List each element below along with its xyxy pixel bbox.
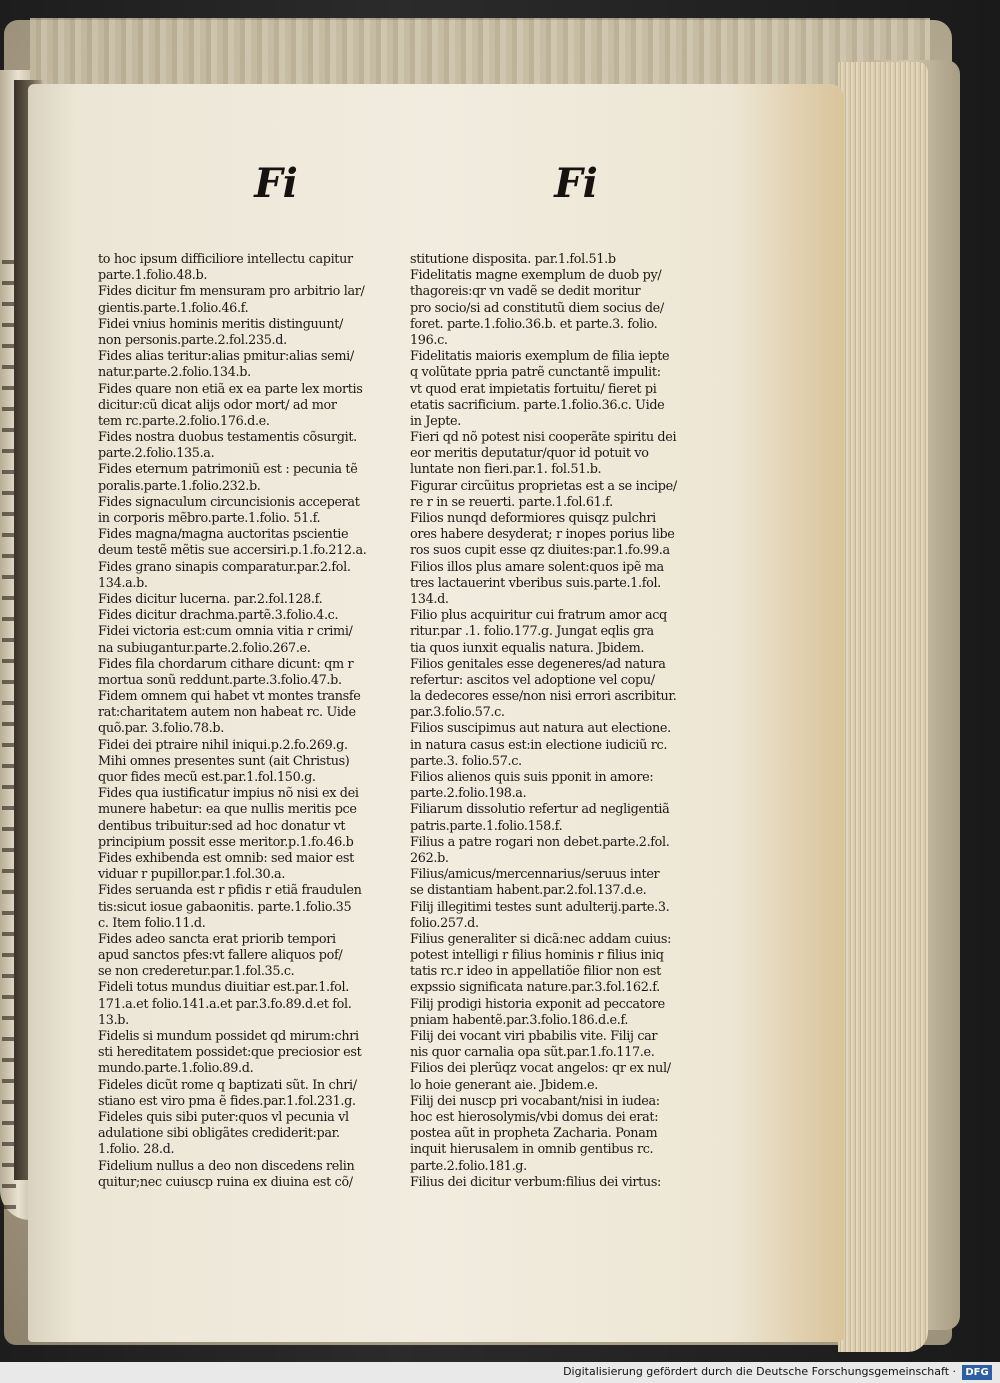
text-line: quor fides mecũ est.par.1.fol.150.g. — [98, 770, 316, 785]
text-line: etatis sacrificium. parte.1.folio.36.c. Uide — [410, 397, 665, 413]
text-line: na subiugantur.parte.2.folio.267.e. — [98, 640, 311, 656]
text-line: Fides nostra duobus testamentis cõsurgit. — [98, 430, 357, 446]
text-line: munere habetur: ea que nullis meritis pce — [98, 802, 357, 818]
text-line: potest intelligi r filius hominis r filius iniq — [410, 948, 664, 964]
text-line: Fides dicitur lucerna. par.2.fol.128.f. — [98, 591, 323, 607]
text-line: Fidelium nullus a deo non discedens relin — [98, 1158, 355, 1174]
text-line: Filius/amicus/mercennarius/seruus inter — [410, 867, 660, 883]
text-line: 262.b. — [410, 850, 449, 866]
text-line: parte.1.folio.48.b. — [98, 268, 208, 284]
text-line: lo hoie generant aie. Jbidem.e. — [410, 1077, 598, 1093]
text-line: dentibus tribuitur:sed ad hoc donatur vt — [98, 818, 346, 834]
text-line: re r in se reuerti. parte.1.fol.61.f. — [410, 494, 613, 510]
footer-bar — [0, 1362, 1000, 1383]
text-line: Fideles dicũt rome q baptizati sũt. In chri/ — [98, 1077, 357, 1093]
text-line: vt quod erat impietatis fortuitu/ fieret pi — [410, 381, 657, 397]
text-line: parte.2.folio.198.a. — [410, 786, 527, 802]
text-line: Filij prodigi historia exponit ad peccatore — [410, 996, 665, 1012]
text-line: pniam habentẽ.par.3.folio.186.d.e.f. — [410, 1012, 629, 1028]
text-line: Fidei victoria est:cum omnia vitia r crimi/ — [98, 624, 353, 640]
text-line: Fides grano sinapis comparatur.par.2.fol. — [98, 559, 351, 575]
text-line: stiano est viro pma ẽ fides.par.1.fol.231.g. — [98, 1093, 356, 1109]
left-column — [98, 252, 398, 1191]
text-line: in Jepte. — [410, 413, 461, 429]
text-line: mortua sonũ reddunt.parte.3.folio.47.b. — [98, 672, 342, 688]
text-line: patris.parte.1.folio.158.f. — [410, 818, 563, 834]
text-line: Fidei dei ptraire nihil iniqui.p.2.fo.269.g. — [98, 737, 348, 753]
text-line: 134.a.b. — [98, 575, 148, 591]
text-line: non personis.parte.2.fol.235.d. — [98, 332, 287, 348]
text-line: Filio plus acquiritur cui fratrum amor acq — [410, 608, 667, 624]
text-line: natur.parte.2.folio.134.b. — [98, 365, 251, 381]
page-stain — [724, 84, 844, 1342]
text-line: viduar r pupillor.par.1.fol.30.a. — [98, 867, 286, 883]
text-line: Fides exhibenda est omnib: sed maior est — [98, 850, 354, 866]
text-line: Figurar circũitus proprietas est a se incipe/ — [410, 478, 677, 494]
text-line: pro socio/si ad constitutũ diem socius de/ — [410, 300, 664, 316]
text-line: tres lactauerint vberibus suis.parte.1.fol. — [410, 575, 661, 591]
text-line: tia quos iunxit equalis natura. Jbidem. — [410, 640, 645, 656]
text-line: mundo.parte.1.folio.89.d. — [98, 1061, 254, 1077]
text-line: in corporis mẽbro.parte.1.folio. 51.f. — [98, 511, 321, 526]
text-line: dicitur:cũ dicat alijs odor mort/ ad mor — [98, 397, 337, 413]
text-line: parte.3. folio.57.c. — [410, 753, 522, 769]
text-line: Filius a patre rogari non debet.parte.2.fol. — [410, 834, 670, 850]
text-line: Fides dicitur drachma.partẽ.3.folio.4.c. — [98, 608, 339, 624]
text-line: Fides seruanda est r pfidis r etiã fraudulen — [98, 883, 362, 899]
text-line: quõ.par. 3.folio.78.b. — [98, 721, 224, 737]
text-line: Fidelis si mundum possidet qd mirum:chri — [98, 1029, 359, 1044]
text-line: Filios genitales esse degeneres/ad natura — [410, 656, 666, 672]
text-line: tem rc.parte.2.folio.176.d.e. — [98, 413, 270, 429]
text-line: Filius generaliter si dicã:nec addam cuius: — [410, 931, 672, 947]
text-line: foret. parte.1.folio.36.b. et parte.3. folio. — [410, 316, 658, 332]
page-edges — [838, 62, 928, 1352]
text-line: nis quor carnalia opa sũt.par.1.fo.117.e. — [410, 1045, 655, 1061]
cover-top-edge — [30, 18, 930, 90]
text-line: 1.folio. 28.d. — [98, 1142, 175, 1158]
text-line: Fides alias teritur:alias pmitur:alias semi/ — [98, 349, 354, 365]
text-line: luntate non fieri.par.1. fol.51.b. — [410, 462, 602, 478]
text-line: deum testẽ mẽtis sue accersiri.p.1.fo.212.a. — [98, 543, 367, 559]
text-line: se non crederetur.par.1.fol.35.c. — [98, 964, 295, 980]
text-line: folio.257.d. — [410, 915, 479, 931]
text-line: gientis.parte.1.folio.46.f. — [98, 300, 249, 316]
text-line: tis:sicut iosue gabaonitis. parte.1.folio.35 — [98, 899, 352, 915]
text-line: ores habere desyderat; r inopes porius libe — [410, 527, 675, 543]
text-line: parte.2.folio.181.g. — [410, 1158, 527, 1174]
text-line: Filios nunqd deformiores quisqz pulchri — [410, 511, 656, 526]
text-line: stitutione disposita. par.1.fol.51.b — [410, 252, 616, 267]
text-line: expssio significata nature.par.3.fol.162.f. — [410, 980, 660, 996]
running-head-left: Fi — [254, 160, 298, 207]
text-line: eor meritis deputatur/quor id potuit vo — [410, 446, 649, 462]
text-line: postea aũt in propheta Zacharia. Ponam — [410, 1126, 658, 1142]
text-line: 134.d. — [410, 591, 449, 607]
text-line: Fidei vnius hominis meritis distinguunt/ — [98, 316, 343, 332]
text-line: Fides quare non etiã ex ea parte lex mortis — [98, 381, 363, 397]
text-line: in natura casus est:in electione iudiciũ rc. — [410, 737, 668, 753]
text-line: 13.b. — [98, 1012, 129, 1028]
text-line: ros suos cupit esse qz diuites:par.1.fo.99.a — [410, 543, 670, 559]
text-line: refertur: ascitos vel adoptione vel copu/ — [410, 672, 655, 688]
text-line: Filios alienos quis suis pponit in amore: — [410, 770, 654, 785]
text-line: quitur;nec cuiuscp ruina ex diuina est cõ/ — [98, 1174, 353, 1190]
text-line: par.3.folio.57.c. — [410, 705, 505, 721]
text-line: Filiarum dissolutio refertur ad negligentiã — [410, 802, 670, 818]
text-line: tatis rc.r ideo in appellatiõe filior non est — [410, 964, 661, 980]
text-line: 171.a.et folio.141.a.et par.3.fo.89.d.et fol. — [98, 996, 352, 1012]
text-line: q volũtate ppria patrẽ cunctantẽ impulit: — [410, 365, 661, 381]
text-line: Fides adeo sancta erat priorib tempori — [98, 931, 336, 947]
text-line: sti hereditatem possidet:que preciosior est — [98, 1045, 362, 1061]
text-line: Filios dei plerũqz vocat angelos: qr ex nul/ — [410, 1061, 671, 1077]
text-line: parte.2.folio.135.a. — [98, 446, 215, 462]
text-line: poralis.parte.1.folio.232.b. — [98, 478, 261, 494]
text-line: Fidem omnem qui habet vt montes transfe — [98, 689, 361, 705]
text-line: Fidelitatis magne exemplum de duob py/ — [410, 268, 662, 284]
text-line: Fideles quis sibi puter:quos vl pecunia vl — [98, 1109, 349, 1125]
text-line: Fides eternum patrimoniũ est : pecunia tẽ — [98, 462, 358, 478]
text-line: Filios illos plus amare solent:quos ipẽ ma — [410, 559, 664, 575]
text-line: Filios suscipimus aut natura aut electione. — [410, 721, 671, 737]
text-line: Fides dicitur fm mensuram pro arbitrio lar/ — [98, 284, 365, 300]
text-line: 196.c. — [410, 332, 448, 348]
text-line: la dedecores esse/non nisi errori ascribitur. — [410, 689, 677, 705]
text-line: inquit hierusalem in omnib gentibus rc. — [410, 1142, 654, 1158]
text-line: Fideli totus mundus diuitiar est.par.1.fol. — [98, 980, 349, 996]
printed-page — [28, 84, 844, 1342]
text-line: ritur.par .1. folio.177.g. Jungat eqlis gra — [410, 624, 654, 640]
text-line: Fides magna/magna auctoritas pscientie — [98, 527, 349, 543]
text-line: apud sanctos pfes:vt fallere aliquos pof/ — [98, 948, 343, 964]
text-line: adulatione sibi obligãtes crediderit:par. — [98, 1126, 340, 1142]
right-column — [410, 252, 710, 1191]
text-line: rat:charitatem autem non habeat rc. Uide — [98, 705, 356, 721]
footer-credit: Digitalisierung gefördert durch die Deutsche Forschungsgemeinschaft · — [563, 1365, 956, 1378]
text-line: se distantiam habent.par.2.fol.137.d.e. — [410, 883, 647, 899]
text-line: Mihi omnes presentes sunt (ait Christus) — [98, 753, 350, 769]
text-line: hoc est hierosolymis/vbi domus dei erat: — [410, 1109, 659, 1125]
text-line: Fidelitatis maioris exemplum de filia iepte — [410, 349, 670, 365]
text-line: Fides fila chordarum cithare dicunt: qm r — [98, 656, 354, 672]
text-line: Filij dei nuscp pri vocabant/nisi in iudea: — [410, 1093, 660, 1109]
text-line: thagoreis:qr vn vadẽ se dedit moritur — [410, 284, 641, 300]
text-line: Filij dei vocant viri pbabilis vite. Filij car — [410, 1029, 658, 1044]
text-line: principium possit esse meritor.p.1.fo.46.b — [98, 834, 354, 850]
text-line: Filius dei dicitur verbum:filius dei virtus: — [410, 1174, 661, 1190]
running-head-right: Fi — [554, 160, 598, 207]
text-line: Fides signaculum circuncisionis acceperat — [98, 494, 360, 510]
dfg-logo: DFG — [962, 1365, 992, 1380]
text-line: Fieri qd nõ potest nisi cooperãte spiritu dei — [410, 430, 677, 446]
text-line: Filij illegitimi testes sunt adulterij.parte.3. — [410, 899, 670, 915]
text-line: Fides qua iustificatur impius nõ nisi ex dei — [98, 786, 359, 802]
text-line: to hoc ipsum difficiliore intellectu capitur — [98, 252, 353, 267]
text-line: c. Item folio.11.d. — [98, 915, 206, 931]
